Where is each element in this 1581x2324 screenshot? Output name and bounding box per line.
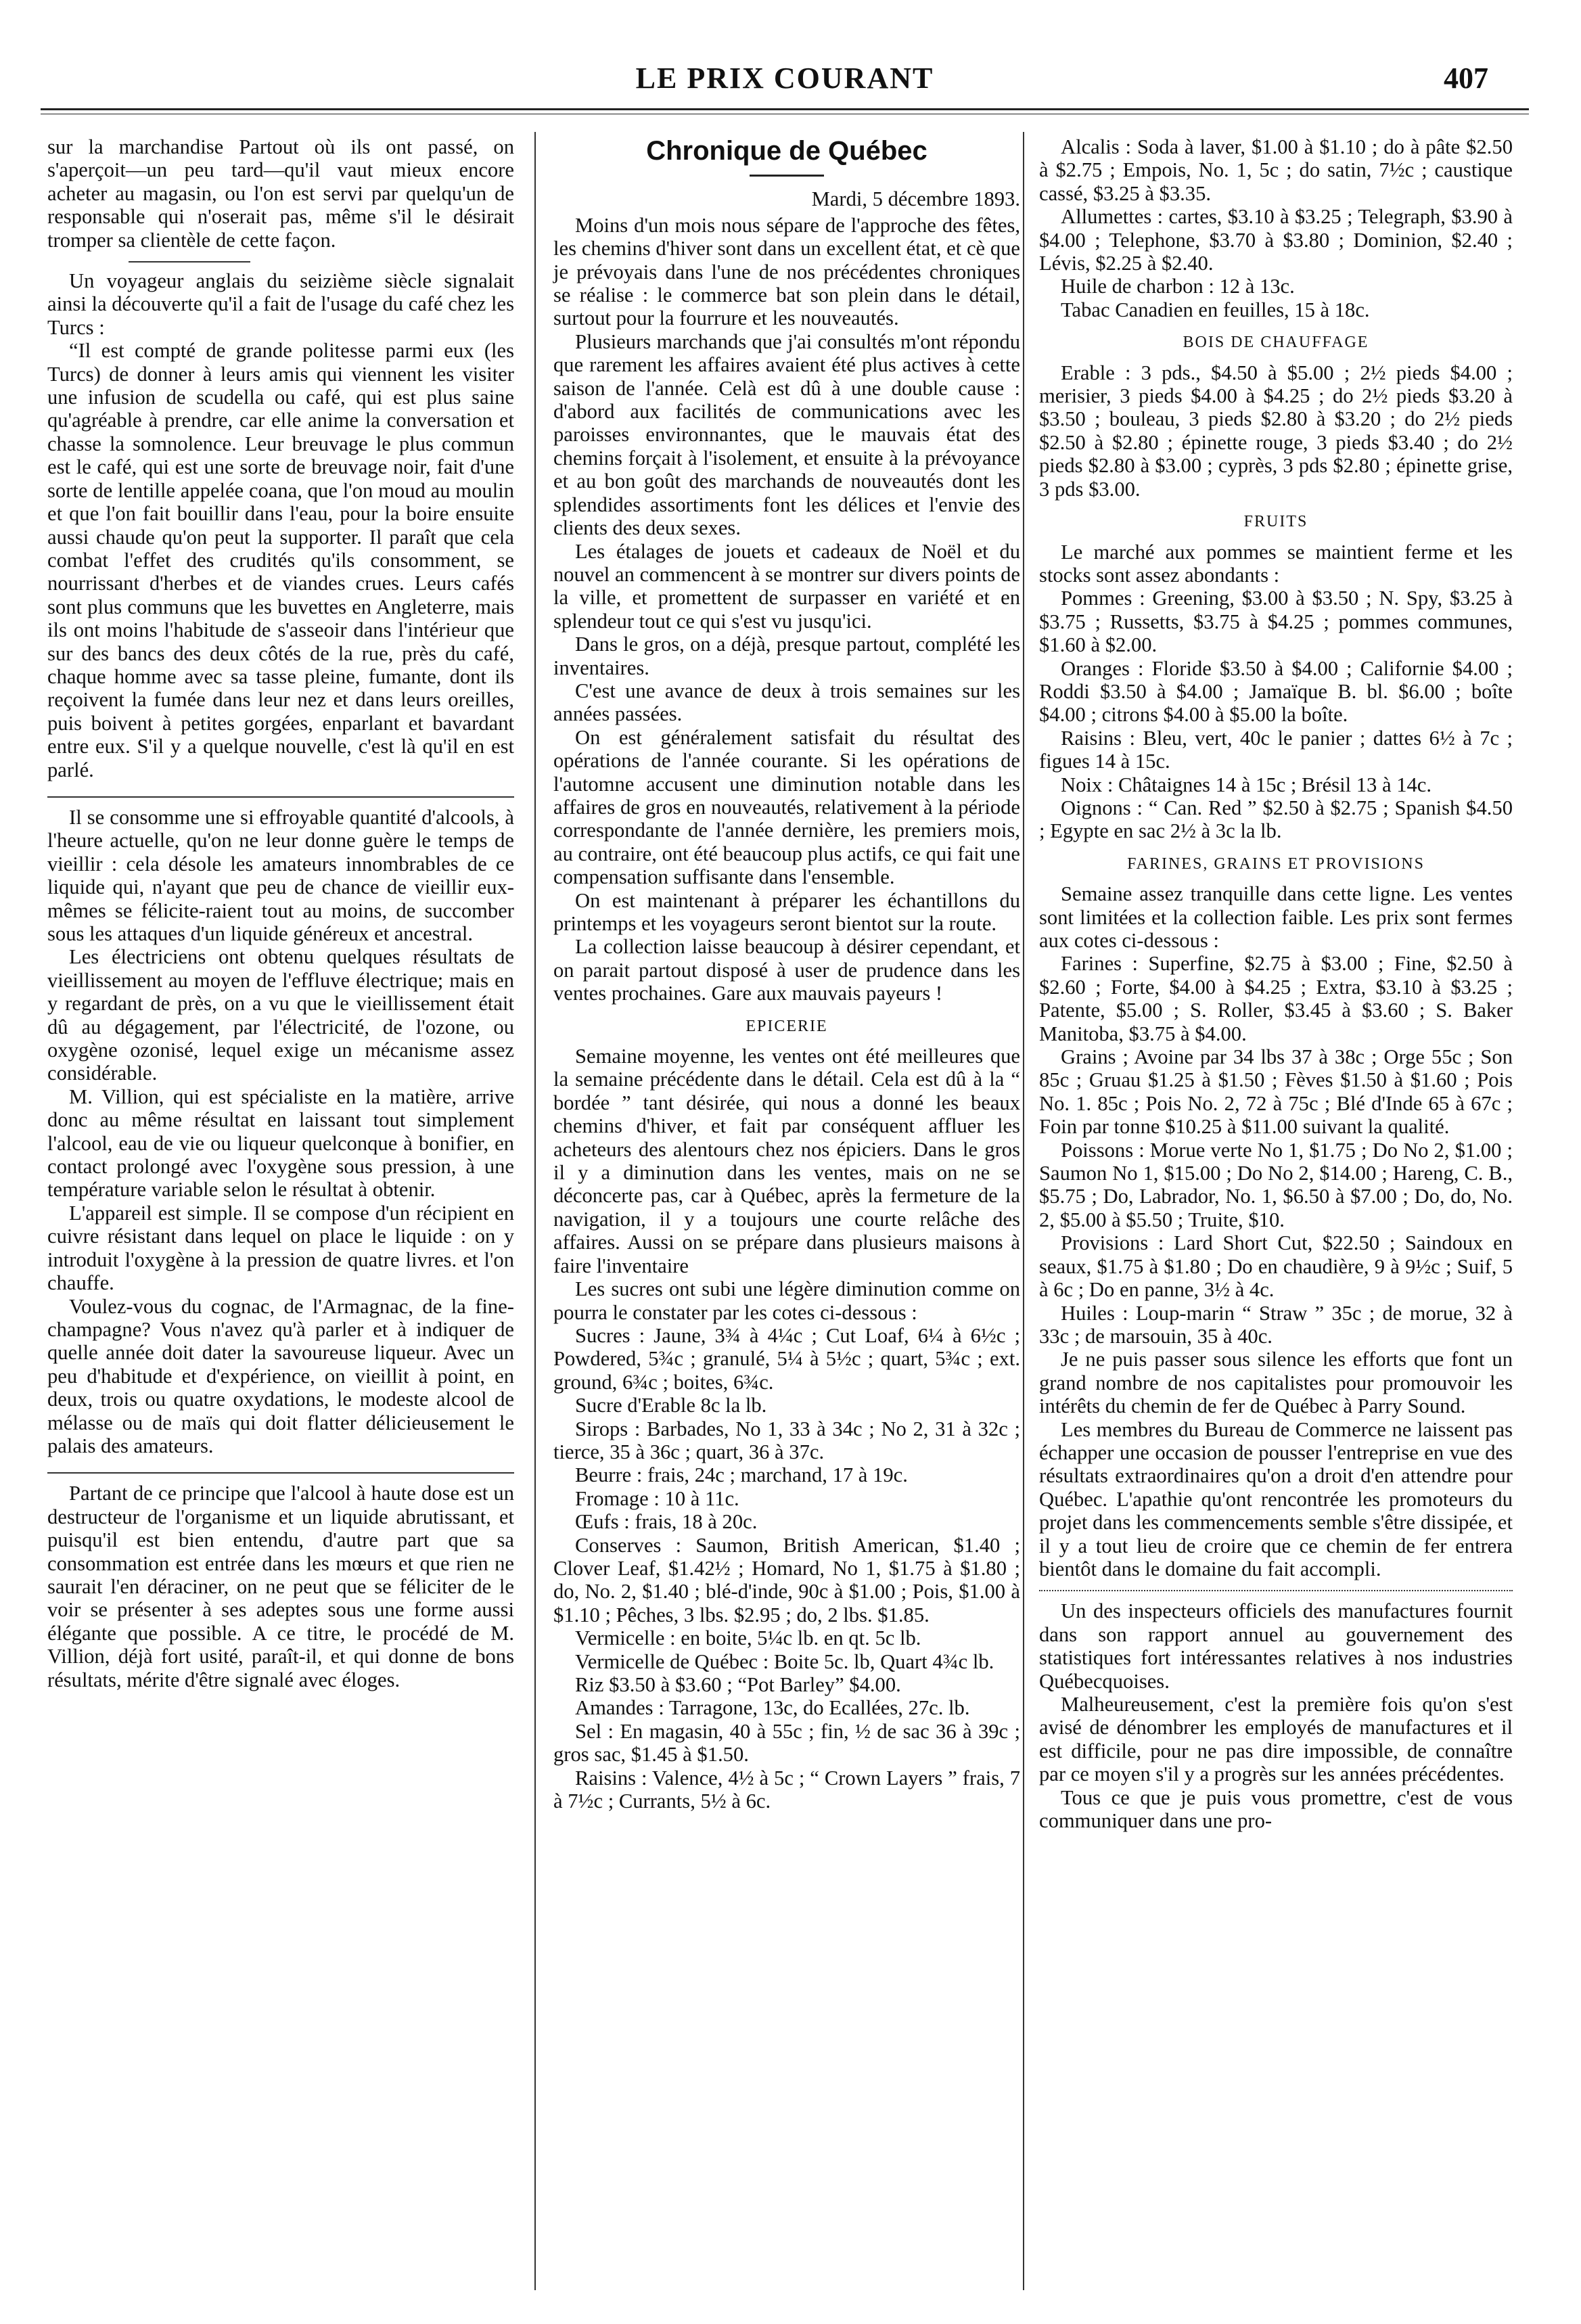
column-1 [47, 135, 514, 1691]
price-entry: Fromage : 10 à 11c. [575, 1486, 739, 1510]
paragraph: On est maintenant à préparer les échantillons du printemps et les voyageurs seront bientot sur la route. [553, 888, 1020, 935]
price-entry: Riz $3.50 à $3.60 ; “Pot Barley” $4.00. [575, 1673, 901, 1696]
price-entry: Amandes : Tarragone, 13c, do Ecallées, 27c. lb. [575, 1696, 970, 1720]
column-divider [534, 132, 536, 2290]
price-entry: Oranges : Floride $3.50 à $4.00 ; Californie $4.00 ; Roddi $3.50 à $4.00 ; Jamaïque B. bl. $6.00 ; boîte $4.00 ; citrons $4.00 à $5.00 la boîte. [1039, 656, 1513, 727]
price-entry: Allumettes : cartes, $3.10 à $3.25 ; Telegraph, $3.90 à $4.00 ; Telephone, $3.70 à $3.80 ; Dominion, $2.40 ; Lévis, $2.25 à $2.40. [1039, 205, 1513, 275]
price-entry: Vermicelle : en boite, 5¼c lb. en qt. 5c lb. [575, 1626, 921, 1650]
quote-paragraph: “Il est compté de grande politesse parmi eux (les Turcs) de donner à leurs amis qui viennent les visiter une infusion de scudella ou café, qui est plus saine qu'agréable à prendre, car elle anime la conversation et chasse la somnolence. Leur breuvage le plus commun est le café, qui est une sorte de breuvage noir, fait d'une sorte de lentille appelée coana, que l'on moud au moulin et que l'on fait bouillir dans l'eau, pour la boire ensuite aussi chaude qu'on peut la supporter. Il paraît que cela combat l'effet des crudités qu'ils consomment, se nourrissant d'herbes et de viandes crues. Leurs cafés sont plus communs que les buvettes en Angleterre, mais ils ont moins l'habitude de s'asseoir dans l'intérieur que sur des bancs des deux côtés de la rue, près du café, chaque homme avec sa tasse pleine, fumante, dont ils reçoivent la fumée dans leur nez et dans leurs oreilles, puis boivent à petites gorgées, enparlant et bavardant entre eux. S'il y a quelque nouvelle, c'est là qu'il en est parlé. [47, 339, 514, 781]
heading-rule [750, 175, 824, 177]
section-title-fruits: FRUITS [1243, 513, 1308, 531]
paragraph: M. Villion, qui est spécialiste en la matière, arrive donc au même résultat en laissant tout simplement l'alcool, eau de vie ou liqueur quelconque à bonifier, en contact prolongé avec l'oxygène sous pression, à une température variable selon le résultat à obtenir. [47, 1085, 514, 1202]
paragraph: L'appareil est simple. Il se compose d'un récipient en cuivre résistant dans lequel on place le liquide : on y introduit l'oxygène à la pression de quatre livres. et l'on chauffe. [47, 1201, 514, 1295]
price-entry: Alcalis : Soda à laver, $1.00 à $1.10 ; do à pâte $2.50 à $2.75 ; Empois, No. 1, 5c ; do satin, 7½c ; caustique cassé, $3.25 à $3.35. [1039, 135, 1513, 205]
price-entry: Raisins : Bleu, vert, 40c le panier ; dattes 6½ à 7c ; figues 14 à 15c. [1039, 726, 1513, 773]
page-number: 407 [1444, 62, 1488, 95]
paragraph: On est généralement satisfait du résultat des opérations de l'année courante. Si les opérations de l'automne accusent une diminution notable dans les affaires de gros en nouveautés, relativement à la période correspondante de l'année dernière, les premiers mois, au contraire, ont été beaucoup plus actifs, ce qui fait une compensation suffisante dans l'ensemble. [553, 725, 1020, 889]
price-entry: Huile de charbon : 12 à 13c. [1061, 275, 1295, 298]
price-entry: Sucre d'Erable 8c la lb. [575, 1394, 767, 1417]
paragraph: Je ne puis passer sous silence les efforts que font un grand nombre de nos capitalistes pour promouvoir les intérêts du chemin de fer de Québec à Parry Sound. [1039, 1348, 1513, 1418]
separator [47, 796, 514, 798]
price-entry: Tabac Canadien en feuilles, 15 à 18c. [1061, 298, 1370, 321]
price-entry: Oignons : “ Can. Red ” $2.50 à $2.75 ; Spanish $4.50 ; Egypte en sac 2½ à 3c la lb. [1039, 796, 1513, 843]
paragraph: La collection laisse beaucoup à désirer cependant, et on parait partout disposé à user de prudence dans les ventes prochaines. Gare aux mauvais payeurs ! [553, 935, 1020, 1005]
price-entry: Noix : Châtaignes 14 à 15c ; Brésil 13 à 14c. [1061, 773, 1432, 796]
price-entry: Raisins : Valence, 4½ à 5c ; “ Crown Layers ” frais, 7 à 7½c ; Currants, 5½ à 6c. [553, 1766, 1020, 1813]
separator [129, 261, 250, 263]
price-entry: Sucres : Jaune, 3¾ à 4¼c ; Cut Loaf, 6¼ à 6½c ; Powdered, 5¾c ; granulé, 5¼ à 5½c ; quart, 5¾c ; ext. ground, 6¾c ; boites, 6¾c. [553, 1323, 1020, 1394]
price-entry: Grains ; Avoine par 34 lbs 37 à 38c ; Orge 55c ; Son 85c ; Gruau $1.25 à $1.50 ; Fèves $1.50 à $1.60 ; Pois No. 1. 85c ; Pois No. 2, 72 à 75c ; Blé d'Inde 65 à 67c ; Foin par tonne $10.25 à $11.00 suivant la qualité. [1039, 1045, 1513, 1139]
page-header [41, 61, 1529, 101]
column-2 [553, 135, 1020, 1813]
paragraph: Un voyageur anglais du seizième siècle signalait ainsi la découverte qu'il a fait de l'usage du café chez les Turcs : [47, 269, 514, 339]
paragraph: Les sucres ont subi une légère diminution comme on pourra le constater par les cotes ci-dessous : [553, 1277, 1020, 1324]
price-entry: Huiles : Loup-marin “ Straw ” 35c ; de morue, 32 à 33c ; de marsouin, 35 à 40c. [1039, 1301, 1513, 1348]
price-entry: Erable : 3 pds., $4.50 à $5.00 ; 2½ pieds $4.00 ; merisier, 3 pieds $4.00 à $4.25 ; do 2½ pieds $3.20 à $3.50 ; bouleau, 3 pieds $2.80 à $3.20 ; do 2½ pieds $2.50 à $2.80 ; épinette rouge, 3 pieds $3.40 ; do 2½ pieds $2.80 à $3.00 ; cyprès, 3 pds $2.80 ; épinette grise, 3 pds $3.00. [1039, 361, 1513, 501]
paragraph: Un des inspecteurs officiels des manufactures fournit dans son rapport annuel au gouvernement des statistiques fort intéressantes relatives à nos industries Québecquoises. [1039, 1599, 1513, 1693]
separator [47, 1472, 514, 1474]
paragraph: Dans le gros, on a déjà, presque partout, complété les inventaires. [553, 633, 1020, 679]
paragraph: C'est une avance de deux à trois semaines sur les années passées. [553, 679, 1020, 726]
header-rule [41, 108, 1529, 110]
section-title-epicerie: EPICERIE [746, 1017, 828, 1035]
paragraph: Semaine moyenne, les ventes ont été meilleures que la semaine précédente dans le détail. Cela est dû à la “ bordée ” tant désirée, qui nous a donné les beaux chemins d'hiver, et fait par conséquent affluer les acheteurs des alentours chez nos épiciers. Dans le gros il y a diminution dans les ventes, mais on ne se déconcerte pas, car à Québec, après la fermeture de la navigation, il y a toujours une courte relâche des affaires. Aussi on se prépare dans plusieurs maisons à faire l'inventaire [553, 1045, 1020, 1277]
journal-title: LE PRIX COURANT [635, 62, 934, 95]
paragraph: Partant de ce principe que l'alcool à haute dose est un destructeur de l'organisme et un liquide abrutissant, et puisqu'il est bien entendu, d'autre part que sa consommation est entrée dans les mœurs et que rien ne saurait l'en déraciner, on ne peut que se féliciter de le voir se présenter à ses adeptes sous une forme aussi élégante que possible. A ce titre, le procédé de M. Villion, déjà fort usité, paraît-il, et qui donne de bons résultats, mérite d'être signalé avec éloges. [47, 1482, 514, 1691]
price-entry: Sirops : Barbades, No 1, 33 à 34c ; No 2, 31 à 32c ; tierce, 35 à 36c ; quart, 36 à 37c. [553, 1417, 1020, 1463]
article-date: Mardi, 5 décembre 1893. [811, 187, 1020, 211]
price-entry: Provisions : Lard Short Cut, $22.50 ; Saindoux en seaux, $1.75 à $1.80 ; Do en chaudière, 9 à 9½c ; Suif, 5 à 6c ; Do en panne, 3½ à 4c. [1039, 1231, 1513, 1302]
price-entry: Sel : En magasin, 40 à 55c ; fin, ½ de sac 36 à 39c ; gros sac, $1.45 à $1.50. [553, 1719, 1020, 1767]
price-entry: Pommes : Greening, $3.00 à $3.50 ; N. Spy, $3.25 à $3.75 ; Russetts, $3.75 à $4.25 ; pommes communes, $1.60 à $2.00. [1039, 587, 1513, 657]
paragraph: Malheureusement, c'est la première fois qu'on s'est avisé de dénombrer les employés de manufactures et il est difficile, pour ne pas dire impossible, de connaître par ce moyen s'il y a progrès sur les années précédentes. [1039, 1693, 1513, 1786]
paragraph: sur la marchandise Partout où ils ont passé, on s'aperçoit—un peu tard—qu'il vaut mieux encore acheter au magasin, ou l'on est servi par quelqu'un de responsable qui n'oserait pas, même s'il le désirait tromper sa clientèle de cette façon. [47, 135, 514, 252]
price-entry: Beurre : frais, 24c ; marchand, 17 à 19c. [575, 1463, 908, 1487]
paragraph: Les étalages de jouets et cadeaux de Noël et du nouvel an commencent à se montrer sur divers points de la ville, et promettent de surpasser en variété et en splendeur tout ce qui s'est vu jusqu'ici. [553, 539, 1020, 633]
paragraph: Semaine assez tranquille dans cette ligne. Les ventes sont limitées et la collection faible. Les prix sont fermes aux cotes ci-dessous : [1039, 882, 1513, 952]
paragraph: Tous ce que je puis vous promettre, c'est de vous communiquer dans une pro- [1039, 1785, 1513, 1833]
paragraph: Les électriciens ont obtenu quelques résultats de vieillissement au moyen de l'effluve électrique; mais en y regardant de près, on a vu que le vieillissement était dû au dégagement, par l'électricité, de l'ozone, ou oxygène ozonisé, lequel exige un mécanisme assez considérable. [47, 945, 514, 1085]
column-3 [1039, 135, 1513, 1832]
paragraph: Voulez-vous du cognac, de l'Armagnac, de la fine-champagne? Vous n'avez qu'à parler et à indiquer de quelle année doit dater la savoureuse liqueur. Avec un peu d'habitude et d'expérience, on vieillit à point, en deux, trois ou quatre oxydations, le modeste alcool de mélasse ou de maïs qui doit flatter délicieusement le palais des amateurs. [47, 1294, 514, 1457]
paragraph: Les membres du Bureau de Commerce ne laissent pas échapper une occasion de pousser l'entreprise en vue des résultats extraordinaires qu'on a droit d'en attendre pour Québec. L'apathie qu'ont rencontrée les promoteurs du projet dans les commencements semble s'être dissipée, et il y a tout lieu de croire que ce chemin de fer entrera bientôt dans le domaine du fait accompli. [1039, 1417, 1513, 1580]
article-heading: Chronique de Québec [646, 136, 927, 166]
price-entry: Œufs : frais, 18 à 20c. [575, 1510, 758, 1534]
section-title-farines: FARINES, GRAINS ET PROVISIONS [1127, 855, 1425, 873]
paragraph: Plusieurs marchands que j'ai consultés m'ont répondu que rarement les affaires avaient été plus actives à cette saison de l'année. Celà est dû à une double cause : d'abord aux facilités de communications avec les paroisses environnantes, que le mauvais état des chemins forçait à l'isolement, et ensuite à la prévoyance et au bon goût des marchands de nouveautés dont les splendides assortiments font les délices et l'envie des clients des deux sexes. [553, 329, 1020, 540]
price-entry: Vermicelle de Québec : Boite 5c. lb, Quart 4¾c lb. [575, 1649, 994, 1673]
price-entry: Conserves : Saumon, British American, $1.40 ; Clover Leaf, $1.42½ ; Homard, No 1, $1.75 à $1.80 ; do, No. 2, $1.40 ; blé-d'inde, 90c à $1.00 ; Pois, $1.00 à $1.10 ; Pêches, 3 lbs. $2.95 ; do, 2 lbs. $1.85. [553, 1533, 1020, 1626]
dotted-separator [1039, 1590, 1513, 1591]
price-entry: Poissons : Morue verte No 1, $1.75 ; Do No 2, $1.00 ; Saumon No 1, $15.00 ; Do No 2, $14.00 ; Hareng, C. B., $5.75 ; Do, Labrador, No. 1, $6.50 à $7.00 ; Do, do, No. 2, $5.00 à $5.50 ; Truite, $10. [1039, 1138, 1513, 1231]
paragraph: Le marché aux pommes se maintient ferme et les stocks sont assez abondants : [1039, 540, 1513, 587]
paragraph: Moins d'un mois nous sépare de l'approche des fêtes, les chemins d'hiver sont dans un excellent état, et cè que je prévoyais dans l'une de nos précédentes chroniques se réalise : le commerce bat son plein dans le détail, surtout pour la fourrure et les nouveautés. [553, 213, 1020, 330]
price-entry: Farines : Superfine, $2.75 à $3.00 ; Fine, $2.50 à $2.60 ; Forte, $4.00 à $4.25 ; Extra, $3.10 à $3.25 ; Patente, $5.00 ; S. Roller, $3.45 à $3.60 ; S. Baker Manitoba, $3.75 à $4.00. [1039, 952, 1513, 1045]
column-divider [1023, 132, 1024, 2290]
section-title-bois: BOIS DE CHAUFFAGE [1183, 334, 1369, 352]
paragraph: Il se consomme une si effroyable quantité d'alcools, à l'heure actuelle, qu'on ne leur donne guère le temps de vieillir : cela désole les amateurs innombrables de ce liquide qui, n'ayant que peu de chance de vieillir eux-mêmes se félicite-raient tout au moins, de succomber sous les attaques d'un liquide généreux et ancestral. [47, 805, 514, 945]
